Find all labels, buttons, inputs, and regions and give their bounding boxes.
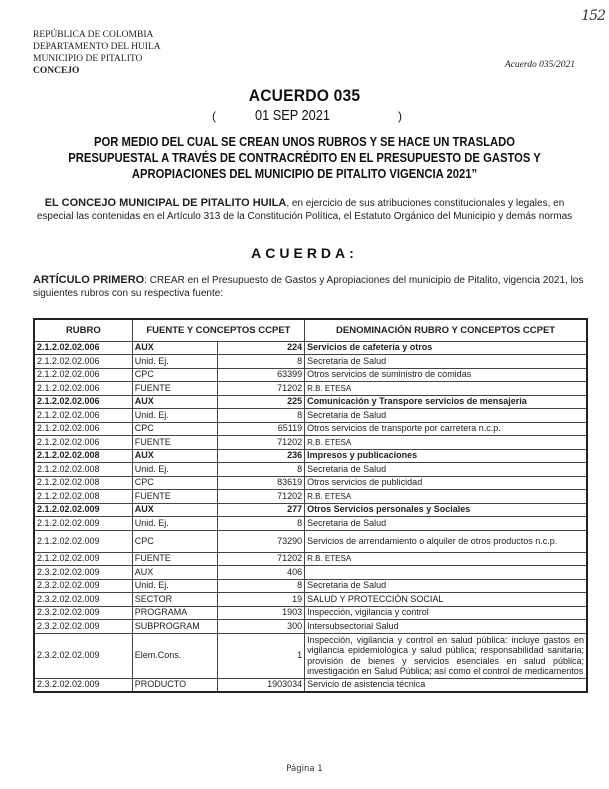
cell-codigo: 63399 <box>217 368 305 382</box>
cell-fuente: AUX <box>132 503 217 517</box>
articulo-text: : CREAR en el Presupuesto de Gastos y Apropiaciones del municipio de Pitalito, vigencia 2021, los siguientes rubros con su respectiva fuente: <box>33 275 584 299</box>
cell-denominacion: Servicio de asistencia técnica <box>305 678 587 692</box>
table-header-row <box>34 319 587 341</box>
cell-rubro: 2.1.2.02.02.008 <box>34 463 132 477</box>
cell-rubro: 2.1.2.02.02.008 <box>34 476 132 490</box>
cell-denominacion: Servicios de arrendamiento o alquiler de otros productos n.c.p. <box>305 530 587 552</box>
cell-rubro: 2.1.2.02.02.008 <box>34 449 132 463</box>
cell-codigo: 8 <box>217 355 305 369</box>
cell-fuente: Unid. Ej. <box>132 517 217 531</box>
cell-codigo: 71202 <box>217 552 305 566</box>
cell-denominacion: Otros Servicios personales y Sociales <box>305 503 587 517</box>
cell-denominacion: Secretaria de Salud <box>305 355 587 369</box>
letterhead-department: DEPARTAMENTO DEL HUILA <box>33 42 161 52</box>
document-title: ACUERDO 035 <box>248 86 361 105</box>
cell-fuente: AUX <box>132 566 217 580</box>
cell-codigo: 224 <box>217 341 305 355</box>
cell-rubro: 2.3.2.02.02.009 <box>34 678 132 692</box>
cell-rubro: 2.1.2.02.02.008 <box>34 490 132 504</box>
cell-fuente: Unid. Ej. <box>132 355 217 369</box>
cell-codigo: 8 <box>217 517 305 531</box>
cell-denominacion: R.B. ETESA <box>305 490 587 504</box>
acuerdo-reference: Acuerdo 035/2021 <box>504 60 575 70</box>
cell-fuente: CPC <box>132 368 217 382</box>
cell-codigo: 277 <box>217 503 305 517</box>
cell-rubro: 2.1.2.02.02.009 <box>34 530 132 552</box>
cell-denominacion: R.B. ETESA <box>305 552 587 566</box>
cell-codigo: 8 <box>217 579 305 593</box>
table-row <box>34 436 587 450</box>
intro-council-name: EL CONCEJO MUNICIPAL DE PITALITO HUILA <box>44 197 287 209</box>
table-row <box>34 593 587 607</box>
cell-codigo: 225 <box>217 395 305 409</box>
cell-denominacion: Intersubsectorial Salud <box>305 620 587 634</box>
table-row <box>34 552 587 566</box>
table-row <box>34 517 587 531</box>
date-close-paren: ) <box>398 109 402 123</box>
date-stamp <box>0 107 609 127</box>
cell-fuente: FUENTE <box>132 552 217 566</box>
cell-fuente: Unid. Ej. <box>132 579 217 593</box>
cell-fuente: AUX <box>132 395 217 409</box>
document-subtitle: POR MEDIO DEL CUAL SE CREAN UNOS RUBROS Y SE HACE UN TRASLADO PRESUPUESTAL A TRAVÉS DE CONTRACRÉDITO EN EL PRESUPUESTO DE GASTOS Y APROPIACIONES DEL MUNICIPIO DE PITALITO VIGENCIA 2021” <box>68 135 541 181</box>
budget-table <box>33 318 588 693</box>
cell-fuente: CPC <box>132 530 217 552</box>
cell-denominacion: Secretaria de Salud <box>305 463 587 477</box>
intro-text: , en ejercicio de sus atribuciones constitucionales y legales, en especial las contenidas en el Artículo 313 de la Constitución Política, el Estatuto Orgánico del Municipio y demás normas <box>36 198 573 222</box>
cell-rubro: 2.1.2.02.02.006 <box>34 368 132 382</box>
cell-denominacion: Otros servicios de publicidad <box>305 476 587 490</box>
cell-codigo: 65119 <box>217 422 305 436</box>
cell-rubro: 2.3.2.02.02.009 <box>34 633 132 678</box>
table-row <box>34 530 587 552</box>
header-denominacion: DENOMINACIÓN RUBRO Y CONCEPTOS CCPET <box>305 319 587 341</box>
cell-rubro: 2.3.2.02.02.009 <box>34 606 132 620</box>
cell-fuente: SECTOR <box>132 593 217 607</box>
cell-codigo: 83619 <box>217 476 305 490</box>
cell-fuente: FUENTE <box>132 382 217 396</box>
letterhead-municipality: MUNICIPIO DE PITALITO <box>33 54 143 64</box>
cell-codigo: 406 <box>217 566 305 580</box>
cell-fuente: PROGRAMA <box>132 606 217 620</box>
cell-denominacion: SALUD Y PROTECCIÓN SOCIAL <box>305 593 587 607</box>
cell-rubro: 2.1.2.02.02.006 <box>34 341 132 355</box>
cell-rubro: 2.1.2.02.02.009 <box>34 503 132 517</box>
cell-fuente: SUBPROGRAM <box>132 620 217 634</box>
table-row <box>34 355 587 369</box>
cell-codigo: 73290 <box>217 530 305 552</box>
table-row <box>34 382 587 396</box>
cell-codigo: 71202 <box>217 382 305 396</box>
cell-denominacion: Impresos y publicaciones <box>305 449 587 463</box>
cell-denominacion: Inspección, vigilancia y control <box>305 606 587 620</box>
cell-fuente: FUENTE <box>132 490 217 504</box>
table-row <box>34 633 587 678</box>
letterhead-country: REPÚBLICA DE COLOMBIA <box>33 30 154 40</box>
cell-denominacion: Secretaria de Salud <box>305 579 587 593</box>
acuerda-heading: ACUERDA: <box>251 245 358 261</box>
cell-codigo: 8 <box>217 409 305 423</box>
cell-denominacion: Otros servicios de transporte por carretera n.c.p. <box>305 422 587 436</box>
letterhead-concejo: CONCEJO <box>33 66 80 76</box>
cell-fuente: AUX <box>132 449 217 463</box>
cell-denominacion <box>305 566 587 580</box>
cell-denominacion: Comunicación y Transpore servicios de mensajeria <box>305 395 587 409</box>
header-rubro: RUBRO <box>34 319 132 341</box>
cell-rubro: 2.3.2.02.02.009 <box>34 593 132 607</box>
cell-denominacion: Secretaria de Salud <box>305 517 587 531</box>
table-row <box>34 503 587 517</box>
table-row <box>34 606 587 620</box>
cell-codigo: 236 <box>217 449 305 463</box>
table-row <box>34 579 587 593</box>
table-row <box>34 368 587 382</box>
date-value: 01 SEP 2021 <box>255 107 330 124</box>
letterhead <box>33 29 161 77</box>
cell-rubro: 2.1.2.02.02.006 <box>34 409 132 423</box>
cell-codigo: 71202 <box>217 490 305 504</box>
table-row <box>34 490 587 504</box>
cell-denominacion: Inspección, vigilancia y control en salud pública: incluye gastos en vigilancia epidemiológica y salud pública; responsabilidad sanitaria; provisión de bienes y servicios esenciales en salud pública; investigación en Salud Pública; así como el control de medicamentos <box>305 633 587 678</box>
cell-codigo: 19 <box>217 593 305 607</box>
table-row <box>34 463 587 477</box>
cell-rubro: 2.3.2.02.02.009 <box>34 620 132 634</box>
cell-codigo: 8 <box>217 463 305 477</box>
handwritten-page-number: 152 <box>581 8 605 24</box>
cell-rubro: 2.1.2.02.02.006 <box>34 436 132 450</box>
table-row <box>34 341 587 355</box>
cell-codigo: 71202 <box>217 436 305 450</box>
cell-fuente: CPC <box>132 476 217 490</box>
cell-denominacion: R.B. ETESA <box>305 436 587 450</box>
table-row <box>34 449 587 463</box>
cell-fuente: Unid. Ej. <box>132 409 217 423</box>
header-fuente: FUENTE Y CONCEPTOS CCPET <box>132 319 304 341</box>
cell-fuente: PRODUCTO <box>132 678 217 692</box>
cell-rubro: 2.1.2.02.02.006 <box>34 395 132 409</box>
cell-codigo: 300 <box>217 620 305 634</box>
cell-fuente: FUENTE <box>132 436 217 450</box>
cell-denominacion: Servicios de cafetería y otros <box>305 341 587 355</box>
cell-rubro: 2.1.2.02.02.009 <box>34 552 132 566</box>
page-footer: Página 1 <box>286 764 323 774</box>
table-row <box>34 476 587 490</box>
table-row <box>34 566 587 580</box>
cell-rubro: 2.1.2.02.02.006 <box>34 422 132 436</box>
cell-fuente: Elem.Cons. <box>132 633 217 678</box>
cell-denominacion: R.B. ETESA <box>305 382 587 396</box>
table-row <box>34 395 587 409</box>
articulo-label: ARTÍCULO PRIMERO <box>33 274 145 286</box>
table-row <box>34 409 587 423</box>
cell-denominacion: Secretaria de Salud <box>305 409 587 423</box>
cell-fuente: AUX <box>132 341 217 355</box>
date-open-paren: ( <box>212 109 216 123</box>
table-row <box>34 678 587 692</box>
cell-rubro: 2.1.2.02.02.006 <box>34 382 132 396</box>
cell-codigo: 1 <box>217 633 305 678</box>
cell-denominacion: Otros servicios de suministro de comidas <box>305 368 587 382</box>
cell-rubro: 2.1.2.02.02.006 <box>34 355 132 369</box>
cell-codigo: 1903 <box>217 606 305 620</box>
cell-codigo: 1903034 <box>217 678 305 692</box>
cell-fuente: CPC <box>132 422 217 436</box>
cell-rubro: 2.1.2.02.02.009 <box>34 517 132 531</box>
cell-rubro: 2.3.2.02.02.009 <box>34 566 132 580</box>
cell-rubro: 2.3.2.02.02.009 <box>34 579 132 593</box>
table-row <box>34 620 587 634</box>
table-row <box>34 422 587 436</box>
cell-fuente: Unid. Ej. <box>132 463 217 477</box>
intro-paragraph <box>26 197 583 223</box>
articulo-primero <box>33 274 593 300</box>
